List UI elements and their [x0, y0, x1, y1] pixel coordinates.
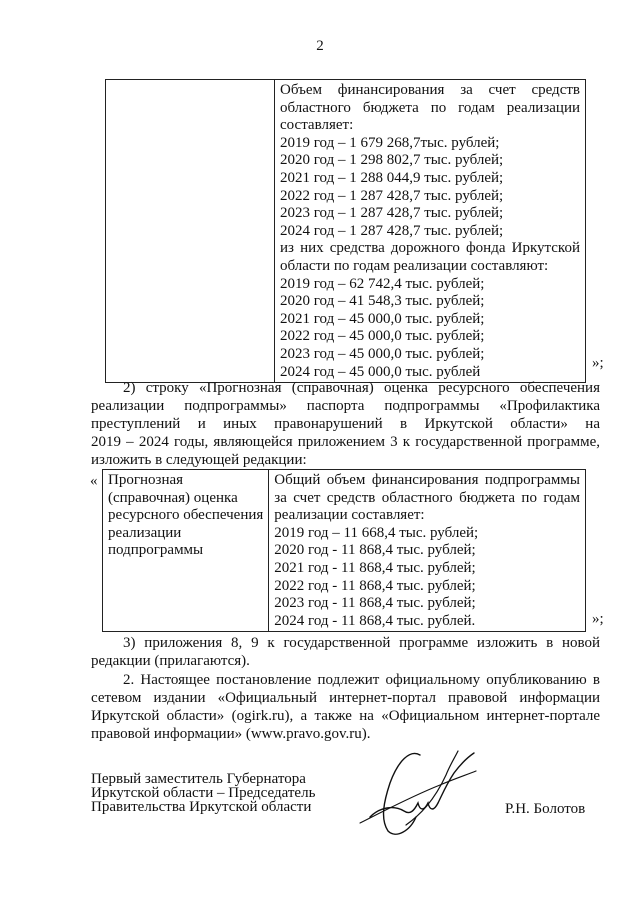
table-line: реализации составляет:: [274, 507, 425, 524]
paragraph-line: изложить в следующей редакции:: [91, 452, 307, 468]
paragraph-line: 2. Настоящее постановление подлежит официальному опубликованию в: [123, 672, 600, 688]
signatory-title-line: Иркутской области – Председатель: [91, 785, 316, 801]
table-line: 2022 год - 11 868,4 тыс. рублей;: [274, 577, 476, 594]
paragraph-line: сетевом издании «Официальный интернет-портал правовой информации: [91, 690, 600, 706]
signatory-title-line: Правительства Иркутской области: [91, 799, 312, 815]
signatory-name: Р.Н. Болотов: [505, 801, 586, 817]
table-line: 2020 год - 11 868,4 тыс. рублей;: [274, 542, 476, 559]
table-line: Общий объем финансирования подпрограммы: [274, 472, 580, 488]
paragraph-line: реализации подпрограммы» паспорта подпрограммы «Профилактика: [91, 398, 600, 414]
table-line: 2021 год - 11 868,4 тыс. рублей;: [274, 559, 476, 576]
paragraph-4: [91, 671, 600, 743]
table-line: за счет средств областного бюджета по годам: [274, 489, 580, 506]
paragraph-line: редакции (прилагаются).: [91, 653, 250, 669]
table-line: 2024 год – 45 000,0 тыс. рублей: [280, 363, 481, 380]
table-line: 2023 год – 45 000,0 тыс. рублей;: [280, 345, 485, 362]
table-line: 2022 год – 1 287 428,7 тыс. рублей;: [280, 187, 504, 204]
signatory-title: [91, 772, 315, 814]
table-left-cell: [103, 470, 269, 632]
funding-table: [105, 79, 586, 383]
table-line: 2023 год – 1 287 428,7 тыс. рублей;: [280, 205, 504, 222]
table-left-cell: [106, 80, 275, 383]
paragraph-line: 2) строку «Прогнозная (справочная) оценка ресурсного обеспечения: [123, 380, 600, 396]
paragraph-2: [91, 379, 600, 469]
table-line: подпрограммы: [108, 542, 204, 559]
table-line: 2019 год – 11 668,4 тыс. рублей;: [274, 524, 479, 541]
closing-quote: »;: [592, 611, 604, 627]
table-line: составляет:: [280, 117, 354, 134]
table-line: областного бюджета по годам реализации: [280, 99, 580, 116]
closing-quote: »;: [592, 355, 604, 371]
table-line: из них средства дорожного фонда Иркутской: [280, 240, 580, 257]
table-line: 2024 год - 11 868,4 тыс. рублей.: [274, 612, 476, 629]
paragraph-line: 2019 – 2024 годы, являющейся приложением 3 к государственной программе,: [91, 434, 600, 450]
paragraph-line: 3) приложения 8, 9 к государственной программе изложить в новой: [123, 635, 600, 651]
forecast-table: [102, 469, 586, 632]
paragraph-line: правовой информации» (www.pravo.gov.ru).: [91, 726, 371, 742]
table-line: 2019 год – 62 742,4 тыс. рублей;: [280, 275, 485, 292]
table-line: Прогнозная: [108, 472, 184, 488]
table-right-cell: [275, 80, 586, 383]
table-line: 2022 год – 45 000,0 тыс. рублей;: [280, 328, 485, 345]
table-line: Объем финансирования за счет средств: [280, 82, 580, 98]
table-line: 2019 год – 1 679 268,7тыс. рублей;: [280, 134, 500, 151]
table-row: [103, 470, 586, 632]
table-right-cell: [269, 470, 586, 632]
signatory-title-line: Первый заместитель Губернатора: [91, 771, 306, 787]
table-line: области по годам реализации составляют:: [280, 257, 549, 274]
opening-quote: «: [90, 473, 98, 489]
table-line: (справочная) оценка: [108, 489, 238, 506]
handwritten-signature: [350, 745, 480, 845]
paragraph-line: преступлений и иных правонарушений в Иркутской области» на: [91, 416, 600, 432]
table-line: 2023 год - 11 868,4 тыс. рублей;: [274, 595, 476, 612]
table-line: ресурсного обеспечения: [108, 507, 264, 524]
table-line: 2021 год – 45 000,0 тыс. рублей;: [280, 310, 485, 327]
paragraph-line: Иркутской области» (ogirk.ru), а также на «Официальном интернет-портале: [91, 708, 600, 724]
paragraph-3: [91, 634, 600, 670]
table-row: [106, 80, 586, 383]
table-line: 2020 год – 1 298 802,7 тыс. рублей;: [280, 152, 504, 169]
table-line: реализации: [108, 524, 182, 541]
table-line: 2021 год – 1 288 044,9 тыс. рублей;: [280, 169, 504, 186]
table-line: 2024 год – 1 287 428,7 тыс. рублей;: [280, 222, 504, 239]
page-number: 2: [316, 38, 324, 54]
table-line: 2020 год – 41 548,3 тыс. рублей;: [280, 293, 485, 310]
